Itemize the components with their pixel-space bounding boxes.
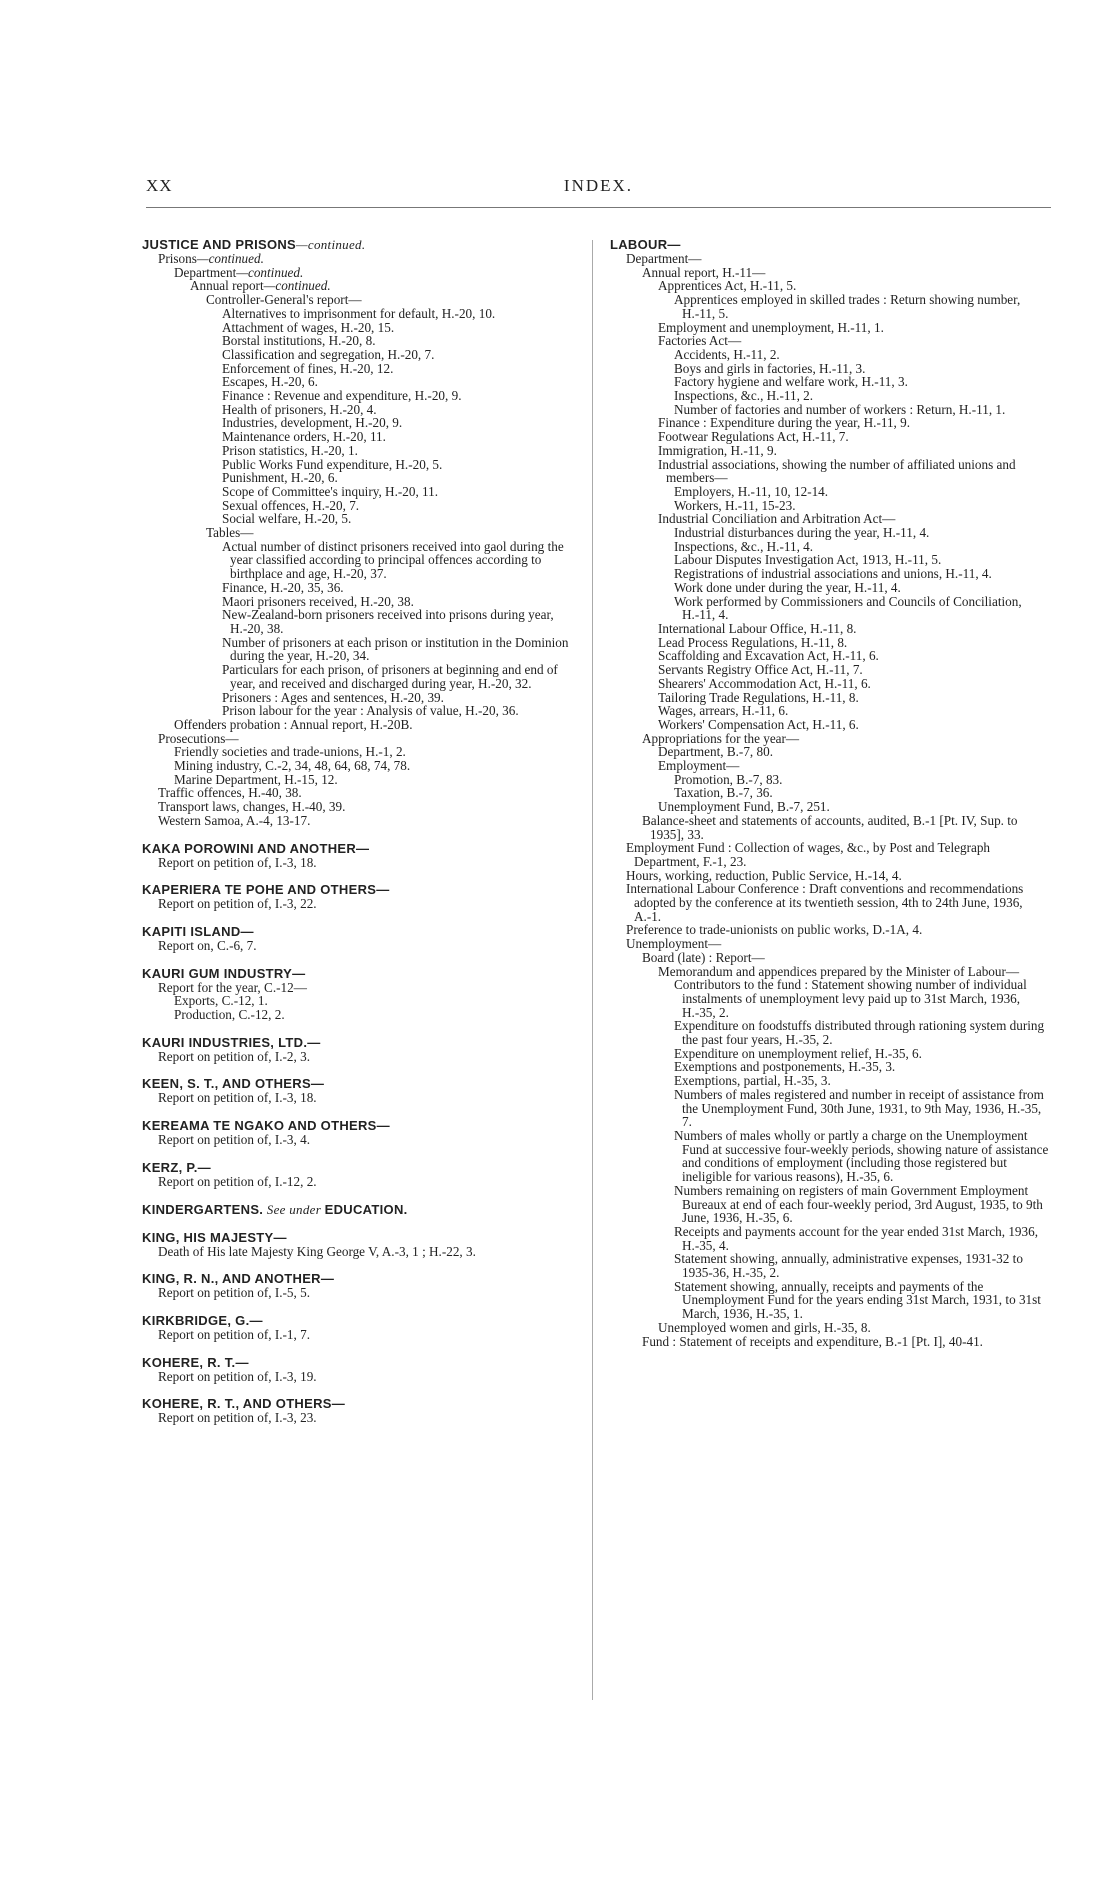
entry-text: Department: [174, 264, 237, 280]
entry-text: KEEN, S. T., AND OTHERS—: [142, 1076, 325, 1092]
entry-text: Promotion, B.-7, 83.: [674, 771, 783, 787]
entry-text: Numbers of males wholly or partly a charge on the Unemployment Fund at successive four-weekly periods, showing nature of assistance and conditions of employment (including those registered but ineligible for various reasons), H.-35, 6.: [674, 1128, 1049, 1185]
index-entry: [142, 786, 582, 800]
entry-text: Apprentices employed in skilled trades : Return showing number, H.-11, 5.: [674, 292, 1021, 321]
entry-text: Taxation, B.-7, 36.: [674, 785, 773, 801]
entry-text: Shearers' Accommodation Act, H.-11, 6.: [658, 675, 871, 691]
entry-text: Expenditure on foodstuffs distributed through rationing system during the past four years, H.-35, 2.: [674, 1018, 1045, 1048]
entry-text: Appropriations for the year—: [642, 730, 800, 746]
index-heading: [142, 925, 582, 939]
entry-text: Board (late) : Report—: [642, 949, 765, 965]
entry-text: Public Works Fund expenditure, H.-20, 5.: [222, 456, 443, 472]
index-entry: [610, 869, 1050, 883]
index-entry: [610, 677, 1050, 691]
index-entry: [610, 362, 1050, 376]
index-entry: [610, 923, 1050, 937]
index-entry: [142, 1286, 582, 1300]
entry-text: Prison statistics, H.-20, 1.: [222, 442, 358, 458]
page-header: [146, 176, 1051, 202]
entry-text: Actual number of distinct prisoners received into gaol during the year classified according to principal offences according to birthplace and age, H.-20, 37.: [222, 538, 564, 582]
index-entry: [610, 937, 1050, 951]
entry-text: Social welfare, H.-20, 5.: [222, 511, 352, 527]
entry-text: International Labour Office, H.-11, 8.: [658, 620, 857, 636]
index-entry: [142, 745, 582, 759]
entry-text: Report on petition of, I.-5, 5.: [158, 1285, 310, 1301]
index-heading: [142, 1077, 582, 1091]
index-entry: [142, 994, 582, 1008]
entry-text: Numbers of males registered and number in receipt of assistance from the Unemployment Fund, 30th June, 1931, to 9th May, 1936, H.-35, 7.: [674, 1086, 1044, 1130]
index-entry: [142, 1370, 582, 1384]
index-entry: [610, 800, 1050, 814]
entry-text: Number of factories and number of workers : Return, H.-11, 1.: [674, 401, 1006, 417]
index-entry: [142, 512, 582, 526]
entry-text: LABOUR—: [610, 237, 681, 252]
entry-text: KING, HIS MAJESTY—: [142, 1229, 287, 1245]
entry-text: Maintenance orders, H.-20, 11.: [222, 429, 386, 445]
entry-text: Memorandum and appendices prepared by the Minister of Labour—: [658, 963, 1020, 979]
entry-text: Offenders probation : Annual report, H.-20B.: [174, 716, 413, 732]
index-entry: [610, 663, 1050, 677]
index-heading: [142, 1356, 582, 1370]
index-entry: [142, 773, 582, 787]
header-rule: [146, 207, 1051, 208]
index-entry: [610, 540, 1050, 554]
entry-text: Footwear Regulations Act, H.-11, 7.: [658, 429, 849, 445]
entry-text: Preference to trade-unionists on public works, D.-1A, 4.: [626, 922, 923, 938]
entry-text: Annual report, H.-11—: [642, 264, 766, 280]
index-entry: [142, 1411, 582, 1425]
entry-text: Factory hygiene and welfare work, H.-11, 3.: [674, 374, 908, 390]
entry-text: Exemptions and postponements, H.-35, 3.: [674, 1059, 896, 1075]
entry-text: Statement showing, annually, administrative expenses, 1931-32 to 1935-36, H.-35, 2.: [674, 1251, 1023, 1281]
entry-text: Exemptions, partial, H.-35, 3.: [674, 1073, 831, 1089]
index-entry: [610, 526, 1050, 540]
entry-text: KAURI GUM INDUSTRY—: [142, 965, 306, 981]
entry-text: Accidents, H.-11, 2.: [674, 346, 780, 362]
index-entry: [610, 649, 1050, 663]
index-entry: [142, 321, 582, 335]
index-entry: [610, 732, 1050, 746]
index-entry: [610, 1088, 1050, 1129]
index-heading: [142, 1203, 582, 1217]
index-entry: [142, 348, 582, 362]
entry-text: Attachment of wages, H.-20, 15.: [222, 319, 395, 335]
index-entry: [610, 636, 1050, 650]
entry-text: Prisoners : Ages and sentences, H.-20, 39.: [222, 689, 444, 705]
entry-text: KIRKBRIDGE, G.—: [142, 1312, 263, 1328]
index-heading: [142, 1231, 582, 1245]
index-entry: [142, 375, 582, 389]
entry-text: Workers' Compensation Act, H.-11, 6.: [658, 716, 859, 732]
index-heading: [142, 883, 582, 897]
entry-text: Registrations of industrial associations and unions, H.-11, 4.: [674, 566, 992, 582]
index-entry: [142, 471, 582, 485]
index-entry: [610, 882, 1050, 923]
entry-text: Labour Disputes Investigation Act, 1913, H.-11, 5.: [674, 552, 942, 568]
entry-text: Contributors to the fund : Statement showing number of individual instalments of unemployment levy paid up to 31st March, 1936, H.-35, 2.: [674, 977, 1027, 1020]
entry-text: Report for the year, C.-12—: [158, 979, 307, 995]
index-entry: [610, 279, 1050, 293]
entry-text: Work done under during the year, H.-11, 4.: [674, 579, 901, 595]
index-entry: [610, 444, 1050, 458]
entry-text: Maori prisoners received, H.-20, 38.: [222, 593, 414, 609]
entry-text: Finance : Revenue and expenditure, H.-20, 9.: [222, 388, 462, 404]
index-entry: [610, 553, 1050, 567]
entry-text: Factories Act—: [658, 333, 742, 349]
index-entry: [142, 718, 582, 732]
entry-text: Wages, arrears, H.-11, 6.: [658, 703, 789, 719]
index-entry: [610, 389, 1050, 403]
index-entry: [610, 978, 1050, 1019]
index-entry: [142, 526, 582, 540]
entry-text: KOHERE, R. T., AND OTHERS—: [142, 1396, 346, 1412]
index-entry: [142, 458, 582, 472]
entry-text: Escapes, H.-20, 6.: [222, 374, 318, 390]
index-entry: [142, 759, 582, 773]
entry-text: KAURI INDUSTRIES, LTD.—: [142, 1034, 321, 1050]
entry-text: Mining industry, C.-2, 34, 48, 64, 68, 74, 78.: [174, 758, 411, 774]
index-heading: [142, 1397, 582, 1411]
entry-text: Exports, C.-12, 1.: [174, 993, 268, 1009]
index-heading: [142, 1119, 582, 1133]
index-entry: [610, 1225, 1050, 1252]
entry-text: Industrial disturbances during the year, H.-11, 4.: [674, 525, 930, 541]
index-entry: [610, 965, 1050, 979]
index-column-left: [142, 238, 582, 1425]
index-entry: [142, 691, 582, 705]
entry-text: Industrial Conciliation and Arbitration Act—: [658, 511, 896, 527]
entry-text: Unemployed women and girls, H.-35, 8.: [658, 1319, 871, 1335]
index-entry: [142, 939, 582, 953]
index-entry: [142, 1245, 582, 1259]
index-heading: [142, 842, 582, 856]
entry-text: Report on petition of, I.-3, 23.: [158, 1410, 317, 1426]
index-entry: [142, 403, 582, 417]
entry-text: New-Zealand-born prisoners received into prisons during year, H.-20, 38.: [222, 607, 554, 636]
index-entry: [610, 1060, 1050, 1074]
entry-text: Health of prisoners, H.-20, 4.: [222, 401, 377, 417]
index-entry: [142, 362, 582, 376]
index-entry: [142, 1050, 582, 1064]
entry-text: Report on petition of, I.-3, 18.: [158, 1090, 317, 1106]
entry-text: Punishment, H.-20, 6.: [222, 470, 338, 486]
index-entry: [142, 663, 582, 690]
index-entry: [610, 773, 1050, 787]
entry-text: Employment and unemployment, H.-11, 1.: [658, 319, 884, 335]
index-entry: [610, 499, 1050, 513]
entry-text: Western Samoa, A.-4, 13-17.: [158, 812, 311, 828]
entry-text: Report on petition of, I.-3, 4.: [158, 1132, 310, 1148]
index-entry: [610, 841, 1050, 868]
index-entry: [142, 981, 582, 995]
entry-text: Alternatives to imprisonment for default, H.-20, 10.: [222, 305, 496, 321]
index-column-right: [610, 238, 1050, 1348]
index-entry: [142, 732, 582, 746]
entry-text: Fund : Statement of receipts and expenditure, B.-1 [Pt. I], 40-41.: [642, 1333, 983, 1349]
entry-text: Expenditure on unemployment relief, H.-35, 6.: [674, 1045, 922, 1061]
index-entry: [610, 1047, 1050, 1061]
index-heading: [142, 1161, 582, 1175]
index-entry: [610, 321, 1050, 335]
index-entry: [610, 786, 1050, 800]
entry-text: Controller-General's report—: [206, 292, 362, 308]
entry-text: Marine Department, H.-15, 12.: [174, 771, 338, 787]
entry-text: Report on petition of, I.-12, 2.: [158, 1173, 317, 1189]
index-entry: [610, 704, 1050, 718]
index-entry: [610, 252, 1050, 266]
entry-text: Production, C.-12, 2.: [174, 1007, 285, 1023]
index-entry: [610, 814, 1050, 841]
index-entry: [610, 375, 1050, 389]
continued-note: —continued.: [236, 264, 304, 280]
index-entry: [610, 266, 1050, 280]
entry-text: Classification and segregation, H.-20, 7.: [222, 346, 435, 362]
entry-text: Report on petition of, I.-1, 7.: [158, 1326, 310, 1342]
entry-text: Prison labour for the year : Analysis of value, H.-20, 36.: [222, 703, 519, 719]
entry-text: Boys and girls in factories, H.-11, 3.: [674, 360, 866, 376]
entry-text: Traffic offences, H.-40, 38.: [158, 785, 302, 801]
entry-text: Apprentices Act, H.-11, 5.: [658, 278, 797, 294]
index-entry: [142, 293, 582, 307]
index-entry: [610, 1019, 1050, 1046]
entry-text: Report on petition of, I.-3, 18.: [158, 854, 317, 870]
index-heading: [142, 1272, 582, 1286]
continued-note: —continued.: [296, 237, 366, 252]
index-entry: [142, 430, 582, 444]
entry-text: Numbers remaining on registers of main Government Employment Bureaux at end of each four-weekly period, 3rd August, 1935, to 9th June, 1936, H.-35, 6.: [674, 1182, 1043, 1226]
continued-note: —continued.: [263, 278, 331, 294]
index-entry: [142, 1091, 582, 1105]
entry-text: Scaffolding and Excavation Act, H.-11, 6.: [658, 648, 879, 664]
entry-text: Finance : Expenditure during the year, H.-11, 9.: [658, 415, 911, 431]
index-entry: [610, 403, 1050, 417]
continued-note: —continued.: [196, 251, 264, 266]
index-entry: [142, 485, 582, 499]
index-entry: [142, 608, 582, 635]
entry-text: Sexual offences, H.-20, 7.: [222, 497, 360, 513]
index-entry: [610, 759, 1050, 773]
index-entry: [610, 416, 1050, 430]
index-entry: [142, 266, 582, 280]
index-entry: [142, 897, 582, 911]
entry-text: Death of His late Majesty King George V, A.-3, 1 ; H.-22, 3.: [158, 1243, 476, 1259]
index-entry: [610, 458, 1050, 485]
entry-text: Report on, C.-6, 7.: [158, 937, 257, 953]
index-entry: [142, 1133, 582, 1147]
page-number: XX: [146, 176, 173, 195]
entry-text: Work performed by Commissioners and Councils of Conciliation, H.-11, 4.: [674, 593, 1022, 623]
index-entry: [610, 293, 1050, 320]
entry-text: Employment Fund : Collection of wages, &c., by Post and Telegraph Department, F.-1, 23.: [626, 840, 991, 869]
index-entry: [610, 334, 1050, 348]
entry-text: Industrial associations, showing the number of affiliated unions and members—: [658, 456, 1016, 486]
index-entry: [142, 704, 582, 718]
entry-text: KINDERGARTENS.: [142, 1201, 264, 1217]
entry-text: KOHERE, R. T.—: [142, 1354, 249, 1370]
entry-text: Tailoring Trade Regulations, H.-11, 8.: [658, 689, 859, 705]
index-entry: [142, 540, 582, 581]
index-entry: [142, 279, 582, 293]
entry-text: Finance, H.-20, 35, 36.: [222, 579, 344, 595]
entry-text: Annual report: [190, 278, 264, 294]
entry-text: Servants Registry Office Act, H.-11, 7.: [658, 662, 863, 678]
entry-text: Employment—: [658, 758, 740, 774]
entry-text: KAKA POROWINI AND ANOTHER—: [142, 840, 370, 856]
entry-text: KING, R. N., AND ANOTHER—: [142, 1271, 335, 1287]
index-entry: [142, 389, 582, 403]
cross-reference: EDUCATION.: [324, 1201, 408, 1217]
index-entry: [610, 430, 1050, 444]
index-entry: [610, 1129, 1050, 1184]
index-entry: [142, 856, 582, 870]
entry-text: Inspections, &c., H.-11, 2.: [674, 388, 814, 404]
entry-text: Receipts and payments account for the year ended 31st March, 1936, H.-35, 4.: [674, 1223, 1039, 1253]
index-entry: [142, 814, 582, 828]
index-entry: [610, 485, 1050, 499]
entry-text: Particulars for each prison, of prisoners at beginning and end of year, and received and discharged during year, H.-20, 32.: [222, 662, 558, 691]
page-title: INDEX.: [563, 176, 634, 195]
entry-text: Workers, H.-11, 15-23.: [674, 497, 796, 513]
entry-text: Balance-sheet and statements of accounts, audited, B.-1 [Pt. IV, Sup. to 1935], 33.: [642, 812, 1018, 842]
index-entry: [610, 512, 1050, 526]
index-entry: [610, 581, 1050, 595]
entry-text: Friendly societies and trade-unions, H.-1, 2.: [174, 744, 406, 760]
entry-text: KERZ, P.—: [142, 1159, 211, 1175]
entry-text: KAPERIERA TE POHE AND OTHERS—: [142, 882, 390, 898]
entry-text: JUSTICE AND PRISONS: [142, 237, 297, 252]
entry-text: International Labour Conference : Draft conventions and recommendations adopted by the conference at its twentieth session, 4th to 24th June, 1936, A.-1.: [626, 881, 1024, 924]
entry-text: Industries, development, H.-20, 9.: [222, 415, 403, 431]
index-entry: [142, 334, 582, 348]
index-entry: [610, 1184, 1050, 1225]
index-entry: [610, 1335, 1050, 1349]
see-note: See under: [263, 1201, 325, 1217]
entry-text: Report on petition of, I.-3, 19.: [158, 1368, 317, 1384]
entry-text: Unemployment Fund, B.-7, 251.: [658, 799, 830, 815]
entry-text: Statement showing, annually, receipts and payments of the Unemployment Fund for the years ending 31st March, 1931, to 31st March, 1936, H.-35, 1.: [674, 1278, 1041, 1322]
index-entry: [610, 622, 1050, 636]
column-divider: [592, 240, 593, 1700]
entry-text: Transport laws, changes, H.-40, 39.: [158, 799, 346, 815]
index-entry: [142, 1175, 582, 1189]
index-entry: [610, 1252, 1050, 1279]
index-entry: [610, 1280, 1050, 1321]
entry-text: Lead Process Regulations, H.-11, 8.: [658, 634, 848, 650]
entry-text: Borstal institutions, H.-20, 8.: [222, 333, 376, 349]
index-entry: [142, 595, 582, 609]
entry-text: Hours, working, reduction, Public Service, H.-14, 4.: [626, 867, 902, 883]
index-entry: [610, 691, 1050, 705]
entry-text: Immigration, H.-11, 9.: [658, 442, 777, 458]
entry-text: Inspections, &c., H.-11, 4.: [674, 538, 814, 554]
entry-text: Department—: [626, 251, 702, 266]
index-heading: [610, 238, 1050, 252]
index-entry: [142, 1328, 582, 1342]
index-entry: [142, 252, 582, 266]
index-entry: [610, 745, 1050, 759]
entry-text: Number of prisoners at each prison or institution in the Dominion during the year, H.-20, 34.: [222, 634, 569, 664]
entry-text: Report on petition of, I.-2, 3.: [158, 1048, 310, 1064]
entry-text: Department, B.-7, 80.: [658, 744, 773, 760]
index-heading: [142, 238, 582, 252]
index-entry: [610, 348, 1050, 362]
index-entry: [610, 951, 1050, 965]
index-entry: [610, 1074, 1050, 1088]
entry-text: Scope of Committee's inquiry, H.-20, 11.: [222, 483, 439, 499]
entry-text: Tables—: [206, 525, 254, 541]
index-entry: [610, 567, 1050, 581]
index-entry: [142, 1008, 582, 1022]
entry-text: Prosecutions—: [158, 730, 239, 746]
index-entry: [610, 595, 1050, 622]
index-heading: [142, 1314, 582, 1328]
entry-text: Enforcement of fines, H.-20, 12.: [222, 360, 394, 376]
entry-text: Report on petition of, I.-3, 22.: [158, 896, 317, 912]
index-entry: [142, 416, 582, 430]
index-entry: [610, 1321, 1050, 1335]
index-entry: [610, 718, 1050, 732]
index-entry: [142, 499, 582, 513]
index-entry: [142, 800, 582, 814]
index-entry: [142, 581, 582, 595]
entry-text: KEREAMA TE NGAKO AND OTHERS—: [142, 1118, 390, 1134]
entry-text: Employers, H.-11, 10, 12-14.: [674, 483, 829, 499]
index-entry: [142, 636, 582, 663]
index-heading: [142, 1036, 582, 1050]
index-entry: [142, 307, 582, 321]
entry-text: Prisons: [158, 251, 197, 266]
entry-text: Unemployment—: [626, 936, 722, 952]
index-heading: [142, 967, 582, 981]
index-entry: [142, 444, 582, 458]
entry-text: KAPITI ISLAND—: [142, 923, 254, 939]
